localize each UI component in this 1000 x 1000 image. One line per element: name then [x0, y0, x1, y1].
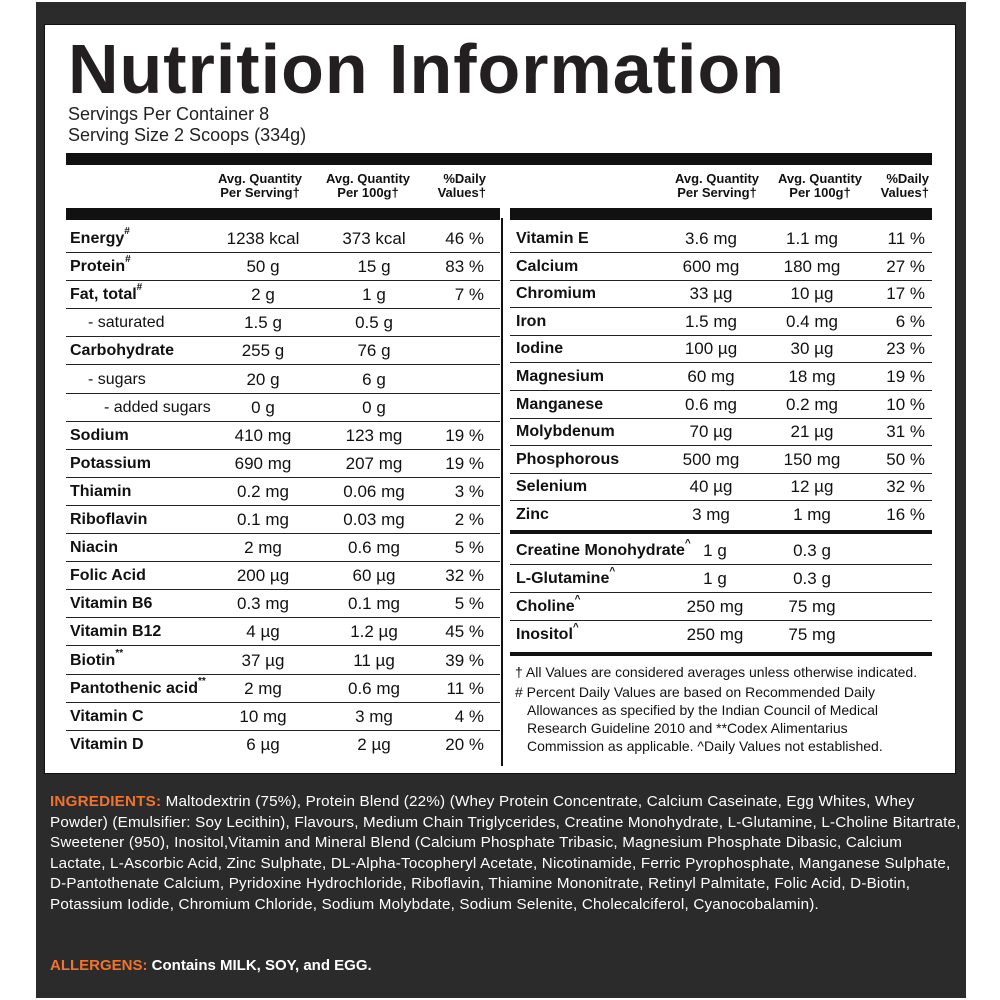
daily-value: 46 %: [445, 229, 484, 248]
per-serving-value: 0.6 mg: [685, 394, 737, 414]
nutrient-name: L-Glutamine^: [516, 566, 616, 587]
nutrient-name: Biotin**: [70, 647, 124, 669]
per-100g-value: 0.1 mg: [348, 594, 400, 614]
per-100g-value: 0 g: [362, 397, 386, 417]
left-header-per-serving: Avg. Quantity Per Serving†: [217, 171, 303, 200]
nutrient-name: Sodium: [70, 426, 129, 444]
daily-value: 7 %: [454, 285, 484, 305]
per-serving-value: 250 mg: [686, 625, 744, 644]
per-serving-value: 1.5 g: [244, 313, 282, 333]
table-row: [510, 363, 932, 391]
nutrient-name: Chromium: [516, 285, 596, 303]
nutrient-name: - sugars: [88, 370, 146, 388]
daily-value: 11 %: [887, 229, 925, 248]
servings-per-container: Servings Per Container 8: [68, 104, 270, 124]
right-header-per-serving: Avg. Quantity Per Serving†: [674, 171, 760, 200]
per-serving-value: 2 g: [251, 285, 275, 305]
table-row: [66, 562, 500, 590]
per-100g-value: 75 mg: [788, 625, 836, 644]
left-header-daily-values: %Daily Values†: [437, 171, 486, 200]
per-100g-value: 123 mg: [345, 425, 403, 445]
footnote-1: † All Values are considered averages unless otherwise indicated.: [515, 664, 918, 680]
table-row: [66, 337, 500, 365]
nutrient-name: Niacin: [70, 539, 119, 557]
per-100g-value: 150 mg: [783, 449, 841, 469]
per-serving-value: 1 g: [703, 569, 727, 588]
nutrient-name: - saturated: [88, 314, 165, 332]
table-row: [510, 621, 932, 649]
table-row: [510, 280, 932, 308]
daily-value: 3 %: [454, 481, 484, 501]
per-serving-value: 1.5 mg: [685, 311, 737, 331]
per-serving-value: 690 mg: [234, 453, 292, 473]
footnote-3: Allowances as specified by the Indian Council of Medical: [527, 702, 878, 718]
per-serving-value: 2 mg: [244, 678, 282, 698]
per-serving-value: 10 mg: [239, 706, 287, 726]
daily-value: [416, 309, 484, 336]
daily-value: 31 %: [886, 422, 925, 442]
daily-value: 19 %: [445, 453, 484, 473]
table-row: [510, 593, 932, 621]
per-100g-value: 1 mg: [793, 505, 831, 524]
footnote-4: Research Guideline 2010 and **Codex Alimentarius: [527, 720, 848, 736]
per-serving-value: 1238 kcal: [226, 229, 300, 248]
table-row: [510, 473, 932, 501]
daily-value: 83 %: [445, 257, 484, 277]
daily-value: 4 %: [454, 706, 484, 726]
daily-value: 19 %: [886, 367, 925, 386]
per-100g-value: 0.06 mg: [343, 481, 405, 501]
per-100g-value: 1 g: [362, 285, 386, 305]
ingredients-body: Maltodextrin (75%), Protein Blend (22%) (Whey Protein Concentrate, Calcium Caseinate, Egg Whites, Whey Powder) (Emulsifier: Soy Lecithin), Flavours, Medium Chain Triglycerides, Creatine Monohydrate, L-Glutamine, L-Choline Bitartrate, Sweetener (950), Inositol,Vitamin and Mineral Blend (Calcium Phosphate Tribasic, Magnesium Phosphate Dibasic, Calcium Lactate, L-Ascorbic Acid, Zinc Sulphate, DL-Alpha-Tocopheryl Acetate, Nicotinamide, Ferric Pyrophosphate, Manganese Sulphate, D-Pantothenate Calcium, Pyridoxine Hydrochloride, Riboflavin, Thiamine Mononitrate, Retinyl Palmitate, Folic Acid, D-Biotin, Potassium Iodide, Chromium Chloride, Sodium Molybdate, Sodium Selenite, Cholecalciferol, Cyanocobalamin).: [50, 793, 961, 913]
per-serving-value: 410 mg: [234, 425, 292, 445]
ingredients-text: [50, 792, 962, 916]
nutrient-name: Iron: [516, 312, 547, 330]
per-100g-value: 0.6 mg: [348, 678, 400, 698]
allergens-body: Contains MILK, SOY, and EGG.: [147, 957, 372, 974]
per-100g-value: 11 µg: [353, 650, 395, 670]
serving-size: Serving Size 2 Scoops (334g): [68, 125, 307, 145]
right-header-per-100g: Avg. Quantity Per 100g†: [777, 171, 863, 200]
per-100g-value: 76 g: [357, 341, 391, 361]
nutrient-name: Phosphorous: [516, 450, 620, 468]
per-serving-value: 40 µg: [689, 477, 733, 497]
nutrient-name: Molybdenum: [516, 423, 615, 441]
nutrient-name: Vitamin B6: [70, 595, 153, 613]
nutrient-name: Zinc: [516, 506, 549, 523]
per-serving-value: 20 g: [246, 369, 280, 389]
nutrient-name: Riboflavin: [70, 511, 148, 528]
table-row: [510, 501, 932, 529]
per-serving-value: 600 mg: [682, 256, 740, 276]
per-serving-value: 37 µg: [241, 650, 285, 670]
page-title: Nutrition Information: [68, 30, 786, 108]
nutrient-name: Choline^: [516, 594, 581, 615]
daily-value: 27 %: [886, 256, 925, 276]
nutrient-name: Folic Acid: [70, 567, 146, 585]
daily-value: 45 %: [445, 622, 484, 642]
per-serving-value: 2 mg: [244, 538, 282, 558]
daily-value: 32 %: [445, 566, 484, 586]
table-row: [510, 537, 932, 565]
per-serving-value: 3.6 mg: [685, 229, 737, 248]
daily-value: 39 %: [445, 650, 484, 670]
per-100g-value: 0.03 mg: [343, 510, 405, 529]
table-row: [66, 253, 500, 281]
table-row: [66, 703, 500, 731]
per-serving-value: 3 mg: [692, 505, 730, 524]
nutrient-name: Vitamin C: [70, 707, 144, 725]
per-100g-value: 15 g: [357, 257, 391, 277]
table-row: [66, 225, 500, 253]
per-serving-value: 500 mg: [682, 449, 740, 469]
footnote-2: # Percent Daily Values are based on Recommended Daily: [515, 684, 876, 700]
per-100g-value: 0.3 g: [793, 541, 831, 560]
per-100g-value: 12 µg: [790, 477, 834, 497]
daily-value: 20 %: [445, 734, 484, 754]
daily-value: 10 %: [886, 394, 925, 414]
per-serving-value: 200 µg: [236, 566, 290, 586]
nutrient-name: Vitamin D: [70, 735, 144, 753]
per-100g-value: 2 µg: [357, 734, 391, 754]
per-100g-value: 0.6 mg: [348, 538, 400, 558]
allergens-text: [50, 957, 372, 974]
nutrient-name: Calcium: [516, 257, 579, 275]
table-row: [66, 534, 500, 562]
table-row: [510, 225, 932, 253]
table-row: [510, 446, 932, 474]
table-row: [510, 391, 932, 419]
table-row: [510, 335, 932, 363]
daily-value: 6 %: [895, 311, 925, 331]
daily-value: 5 %: [454, 538, 484, 558]
table-row: [66, 422, 500, 450]
footnote-5: Commission as applicable. ^Daily Values not established.: [527, 738, 883, 754]
per-serving-value: 60 mg: [687, 367, 735, 386]
nutrient-name: Vitamin E: [516, 230, 589, 247]
table-row: [510, 565, 932, 593]
daily-value: [416, 394, 484, 421]
daily-value: 16 %: [886, 505, 925, 524]
allergens-label: ALLERGENS:: [50, 957, 148, 974]
nutrient-name: Magnesium: [516, 368, 605, 385]
nutrient-name: Potassium: [70, 454, 151, 472]
table-row: [510, 418, 932, 446]
per-serving-value: 1 g: [703, 541, 727, 560]
daily-value: [416, 337, 484, 364]
daily-value: 23 %: [886, 339, 925, 359]
per-100g-value: 207 mg: [345, 453, 403, 473]
table-row: [66, 506, 500, 534]
nutrient-name: Manganese: [516, 395, 604, 413]
nutrient-name: Selenium: [516, 478, 588, 496]
nutrient-name: Creatine Monohydrate^: [516, 538, 691, 559]
per-serving-value: 33 µg: [689, 284, 733, 304]
daily-value: [416, 366, 484, 393]
per-100g-value: 3 mg: [355, 706, 393, 726]
daily-value: 50 %: [886, 449, 925, 469]
ingredients-label: INGREDIENTS:: [50, 793, 162, 810]
nutrient-name: Energy#: [70, 226, 130, 247]
per-serving-value: 255 g: [241, 341, 285, 361]
nutrient-name: Fat, total#: [70, 282, 143, 304]
per-100g-value: 0.3 g: [793, 569, 831, 588]
nutrient-name: Vitamin B12: [70, 623, 162, 641]
per-serving-value: 0 g: [251, 397, 275, 417]
per-serving-value: 6 µg: [246, 734, 280, 754]
top-thick-rule: [66, 153, 932, 165]
per-100g-value: 10 µg: [790, 284, 834, 304]
per-100g-value: 21 µg: [790, 422, 834, 442]
table-row: [66, 394, 500, 422]
right-header-rule: [510, 208, 932, 220]
daily-value: 2 %: [454, 510, 484, 529]
footnote-rule: [510, 652, 932, 656]
table-row: [66, 618, 500, 646]
per-100g-value: 18 mg: [788, 367, 836, 386]
per-100g-value: 6 g: [362, 369, 386, 389]
daily-value: 5 %: [454, 594, 484, 614]
per-serving-value: 0.3 mg: [237, 594, 289, 614]
nutrient-name: Pantothenic acid**: [70, 675, 206, 697]
left-header-rule: [66, 208, 500, 220]
table-row: [66, 590, 500, 618]
per-serving-value: 100 µg: [684, 339, 738, 359]
per-100g-value: 1.2 µg: [350, 622, 398, 642]
table-row: [66, 675, 500, 703]
nutrient-name: Protein#: [70, 254, 131, 276]
per-100g-value: 75 mg: [788, 597, 836, 616]
per-100g-value: 0.2 mg: [786, 394, 838, 414]
per-100g-value: 180 mg: [783, 256, 841, 276]
nutrient-name: Thiamin: [70, 482, 132, 500]
nutrient-name: - added sugars: [104, 398, 211, 416]
per-100g-value: 1.1 mg: [786, 229, 838, 248]
per-serving-value: 50 g: [246, 257, 280, 277]
daily-value: 19 %: [445, 425, 484, 445]
per-100g-value: 373 kcal: [342, 229, 406, 248]
per-serving-value: 250 mg: [686, 597, 744, 616]
table-row: [66, 366, 500, 394]
table-row: [510, 308, 932, 336]
daily-value: 11 %: [446, 678, 484, 698]
per-serving-value: 4 µg: [246, 622, 280, 642]
table-row: [66, 647, 500, 675]
table-row: [510, 253, 932, 281]
per-serving-value: 0.1 mg: [237, 510, 289, 529]
per-100g-value: 30 µg: [790, 339, 834, 359]
nutrient-name: Carbohydrate: [70, 342, 175, 360]
left-header-per-100g: Avg. Quantity Per 100g†: [325, 171, 411, 200]
nutrient-name: Inositol^: [516, 622, 579, 643]
table-row: [66, 450, 500, 478]
per-100g-value: 0.4 mg: [786, 311, 838, 331]
daily-value: 32 %: [886, 477, 925, 497]
table-row: [66, 309, 500, 337]
table-row: [66, 281, 500, 309]
per-100g-value: 0.5 g: [355, 313, 393, 333]
nutrient-name: Iodine: [516, 340, 564, 358]
per-100g-value: 60 µg: [352, 566, 396, 586]
per-serving-value: 70 µg: [689, 422, 733, 442]
table-row: [66, 731, 500, 759]
right-header-daily-values: %Daily Values†: [880, 171, 929, 200]
right-section-rule: [510, 530, 932, 534]
daily-value: 17 %: [886, 284, 925, 304]
per-serving-value: 0.2 mg: [237, 481, 289, 501]
table-row: [66, 478, 500, 506]
column-divider: [501, 218, 503, 766]
